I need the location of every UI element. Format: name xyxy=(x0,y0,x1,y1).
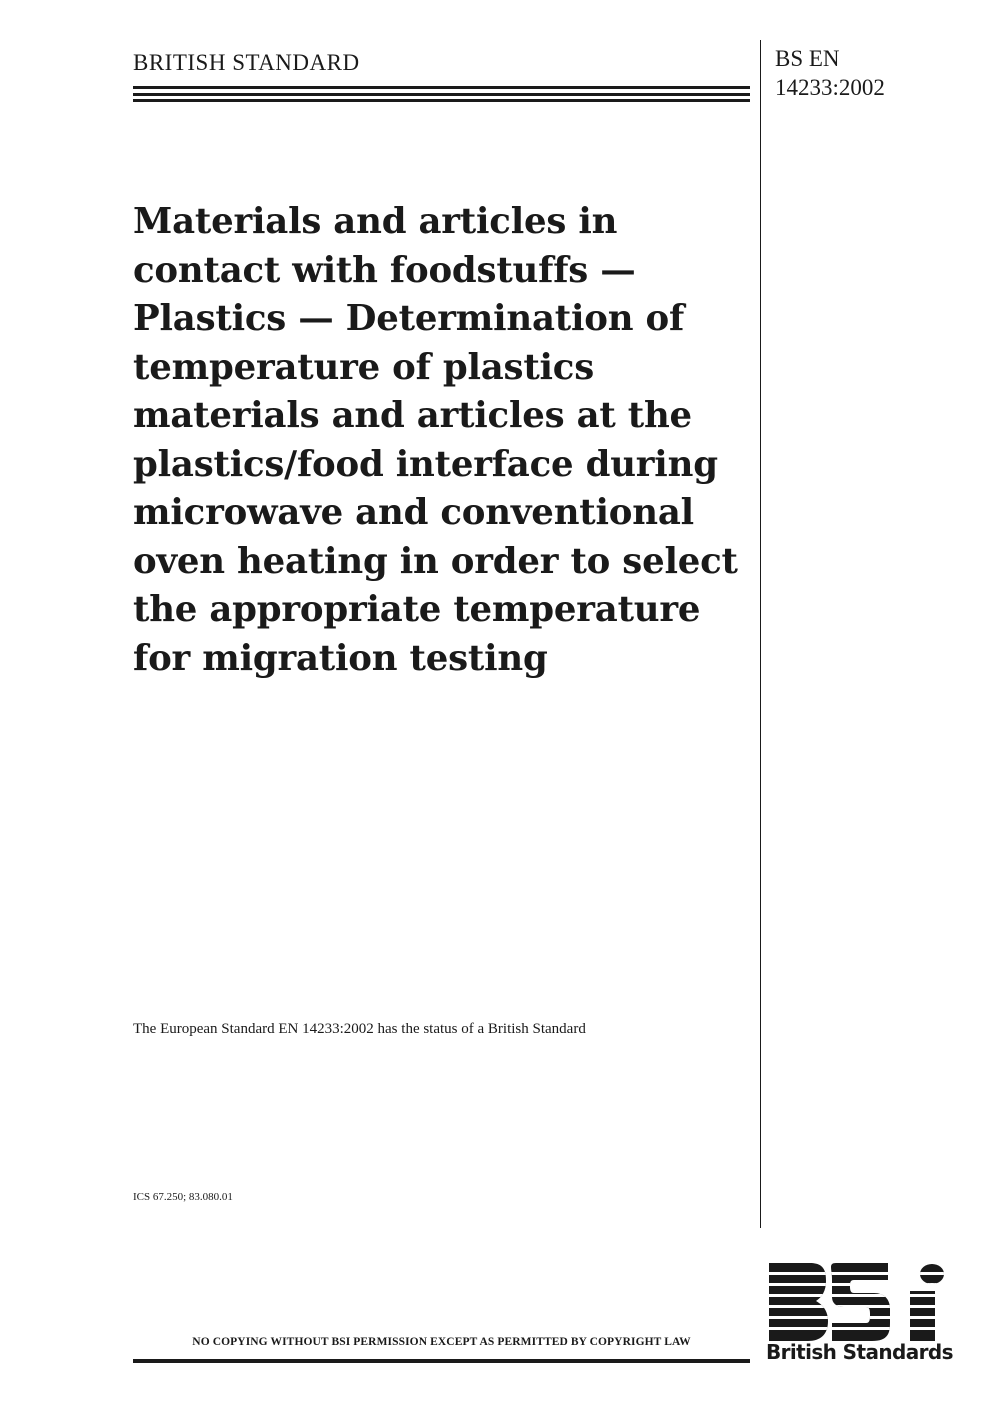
standard-number xyxy=(775,44,975,102)
bsi-logo-mark xyxy=(766,1261,946,1343)
bsi-wordmark: British Standards xyxy=(766,1340,953,1364)
footer-rule xyxy=(133,1359,750,1363)
standard-number-prefix: BS EN xyxy=(775,46,840,71)
document-title: Materials and articles in contact with foodstuffs — Plastics — Determination of temperature of plastics materials and articles at the plastics/food interface during microwave and conventional oven heating in order to select the appropriate temperature for migration testing xyxy=(133,201,738,679)
bsi-logo xyxy=(766,1261,953,1371)
header-rule xyxy=(133,86,750,102)
status-note: The European Standard EN 14233:2002 has the status of a British Standard xyxy=(133,1021,586,1037)
document-type-label: BRITISH STANDARD xyxy=(133,50,360,75)
vertical-divider xyxy=(760,40,761,1228)
standard-number-code: 14233:2002 xyxy=(775,75,885,100)
copyright-notice: NO COPYING WITHOUT BSI PERMISSION EXCEPT AS PERMITTED BY COPYRIGHT LAW xyxy=(192,1336,691,1348)
ics-code: ICS 67.250; 83.080.01 xyxy=(133,1191,233,1203)
